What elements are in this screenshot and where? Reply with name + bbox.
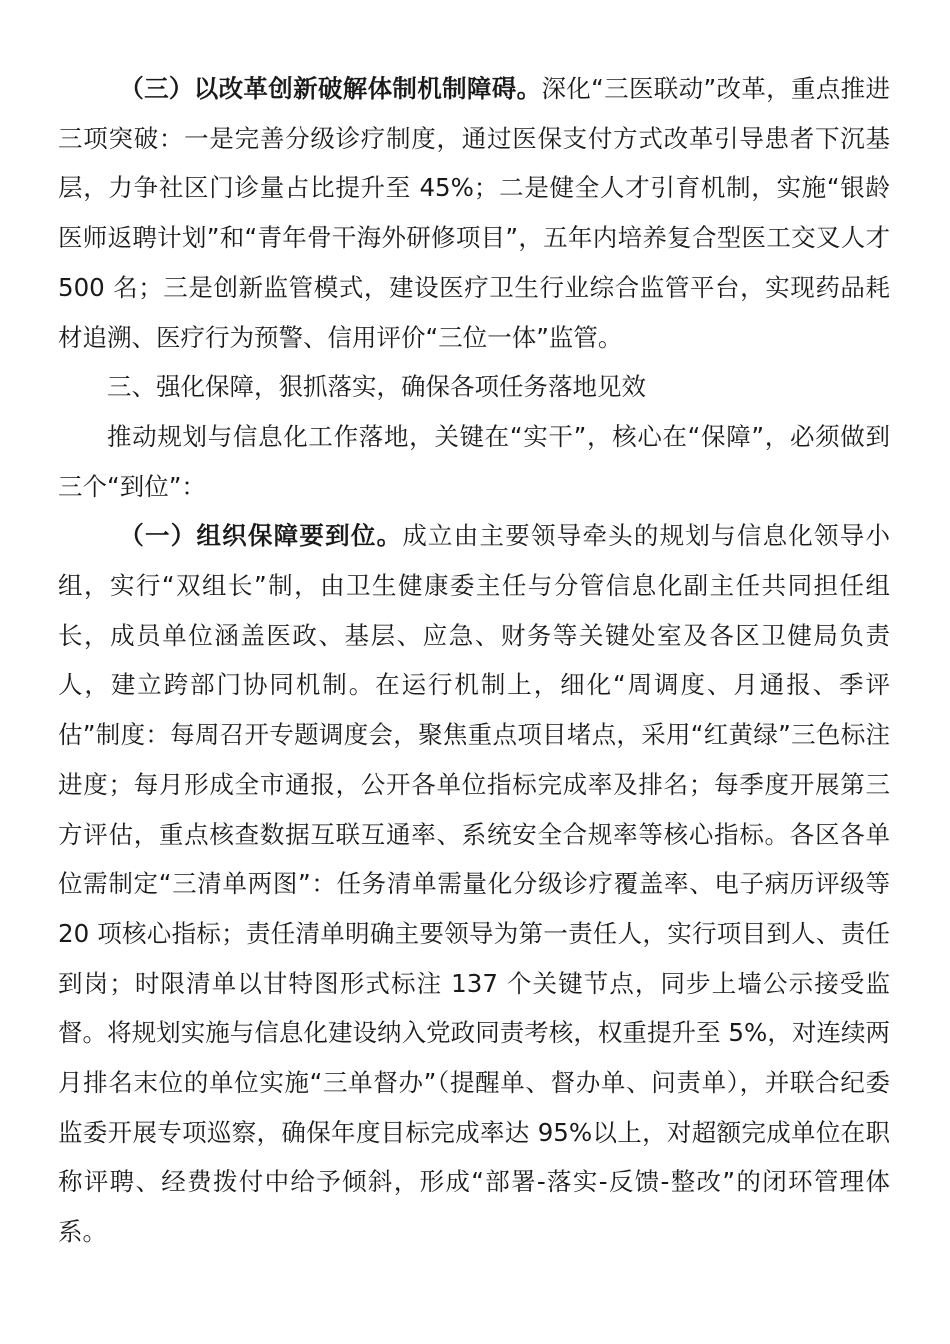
item1-heading: （一）组织保障要到位。 (119, 521, 403, 551)
section3-heading: （三）以改革创新破解体制机制障碍。 (119, 74, 542, 103)
section3-body: 深化“三医联动”改革，重点推进三项突破：一是完善分级诊疗制度，通过医保支付方式改革引导患者下沉基层，力争社区门诊量占比提升至 45%；二是健全人才引育机制，实施“银龄医师返聘计划”和“青年骨干海外研修项目”，五年内培养复合型医工交叉人才 500 名；三是创新监管模式，建设医疗卫生行业综合监管平台，实现药品耗材追溯、医疗行为预警、信用评价“三位一体”监管。 (58, 74, 890, 352)
document-page (58, 64, 890, 1257)
section3-paragraph (58, 64, 890, 362)
item1-body: 成立由主要领导牵头的规划与信息化领导小组，实行“双组长”制，由卫生健康委主任与分管信息化副主任共同担任组长，成员单位涵盖医政、基层、应急、财务等关键处室及各区卫健局负责人，建立跨部门协同机制。在运行机制上，细化“周调度、月通报、季评估”制度：每周召开专题调度会，聚焦重点项目堵点，采用“红黄绿”三色标注进度；每月形成全市通报，公开各单位指标完成率及排名；每季度开展第三方评估，重点核查数据互联互通率、系统安全合规率等核心指标。各区各单位需制定“三清单两图”：任务清单需量化分级诊疗覆盖率、电子病历评级等 20 项核心指标；责任清单明确主要领导为第一责任人，实行项目到人、责任到岗；时限清单以甘特图形式标注 137 个关键节点，同步上墙公示接受监督。将规划实施与信息化建设纳入党政同责考核，权重提升至 5%，对连续两月排名末位的单位实施“三单督办”（提醒单、督办单、问责单），并联合纪委监委开展专项巡察，确保年度目标完成率达 95%以上，对超额完成单位在职称评聘、经费拨付中给予倾斜，形成“部署-落实-反馈-整改”的闭环管理体系。 (58, 521, 891, 1247)
part3-intro: 推动规划与信息化工作落地，关键在“实干”，核心在“保障”，必须做到三个“到位”： (58, 421, 890, 501)
part3-title: 三、强化保障，狠抓落实，确保各项任务落地见效 (107, 372, 646, 402)
item1-paragraph (58, 511, 890, 1257)
